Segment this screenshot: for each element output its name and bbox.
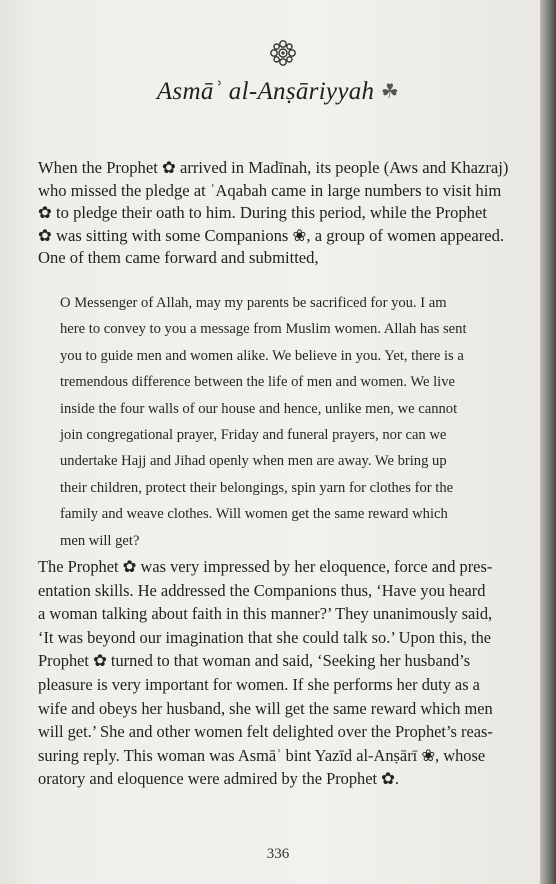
text-line: tremendous difference between the life of men and women. We live <box>60 374 456 391</box>
text-line: suring reply. This woman was Asmāʾ bint Yazīd al-Anṣārī ❀, whose <box>38 745 486 765</box>
text-line: you to guide men and women alike. We believe in you. Yet, there is a <box>60 347 464 364</box>
text-line: oratory and eloquence were admired by the Prophet ✿. <box>38 769 399 789</box>
text-line: who missed the pledge at ʿAqabah came in large numbers to visit him <box>38 180 502 200</box>
text-line: family and weave clothes. Will women get the same reward which <box>60 506 448 523</box>
block-quote <box>60 290 520 554</box>
text-line: One of them came forward and submitted, <box>38 248 319 267</box>
text-line: their children, protect their belongings, spin yarn for clothes for the <box>60 479 454 496</box>
text-line: men will get? <box>60 532 140 549</box>
text-line: here to convey to you a message from Muslim women. Allah has sent <box>60 321 467 338</box>
text-line: entation skills. He addressed the Companions thus, ‘Have you heard <box>38 580 486 600</box>
text-line: wife and obeys her husband, she will get the same reward which men <box>38 698 493 718</box>
page-edge-shadow <box>540 0 556 884</box>
honorific-icon: ☘ <box>380 81 400 103</box>
text-line: ‘It was beyond our imagination that she could talk so.’ Upon this, the <box>38 627 492 647</box>
text-line: O Messenger of Allah, may my parents be sacrificed for you. I am <box>60 295 447 311</box>
text-line: pleasure is very important for women. If she performs her duty as a <box>38 674 480 694</box>
text-line: inside the four walls of our house and hence, unlike men, we cannot <box>60 400 458 417</box>
response-paragraph <box>38 555 540 791</box>
text-line: a woman talking about faith in this manner?’ They unanimously said, <box>38 604 493 624</box>
text-line: join congregational prayer, Friday and funeral prayers, nor can we <box>60 427 447 444</box>
text-line: undertake Hajj and Jihad openly when men are away. We bring up <box>60 453 447 470</box>
text-line: The Prophet ✿ was very impressed by her eloquence, force and pres- <box>38 557 493 576</box>
text-line: will get.’ She and other women felt delighted over the Prophet’s reas- <box>38 722 493 742</box>
text-line: ✿ was sitting with some Companions ❀, a group of women appeared. <box>38 225 505 245</box>
chapter-title <box>0 78 540 106</box>
text-line: ✿ to pledge their oath to him. During this period, while the Prophet <box>38 203 487 222</box>
intro-paragraph <box>38 157 540 270</box>
text-line: When the Prophet ✿ arrived in Madīnah, its people (Aws and Khazraj) <box>38 158 509 177</box>
text-line: Prophet ✿ turned to that woman and said, ‘Seeking her husband’s <box>38 651 471 671</box>
page-number: 336 <box>266 846 290 862</box>
chapter-title-text: Asmāʾ al-Anṣāriyyah <box>156 78 375 105</box>
floral-ornament-icon <box>268 38 298 68</box>
